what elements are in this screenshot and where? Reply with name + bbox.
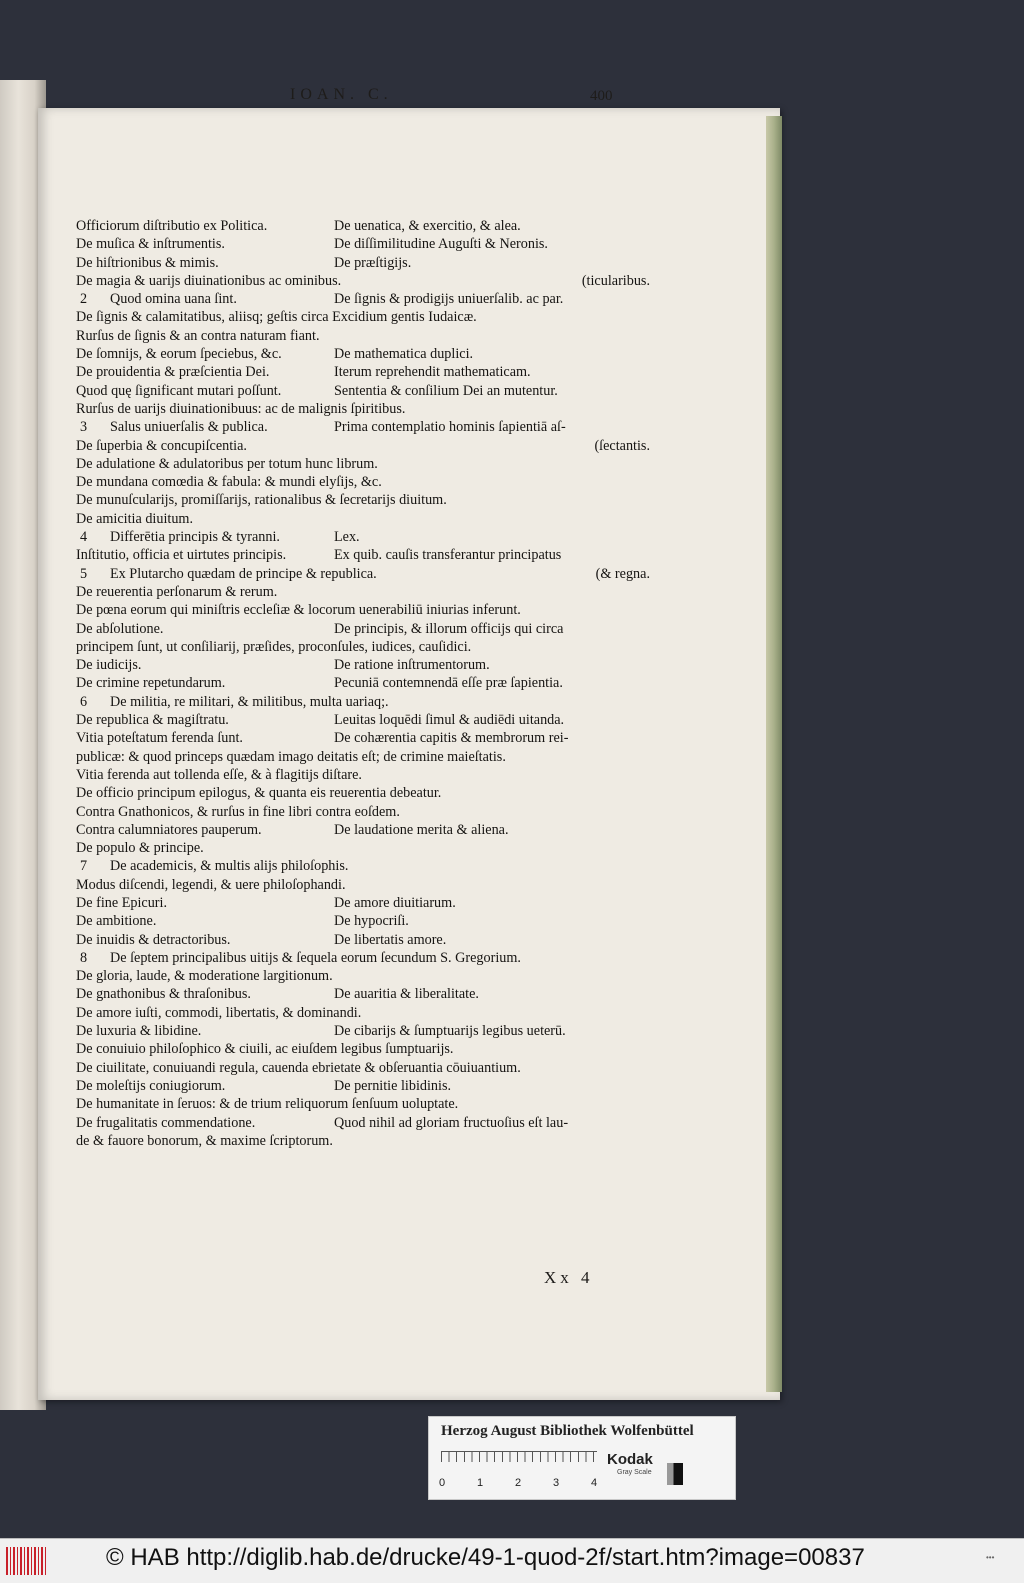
text-line (76, 1114, 636, 1132)
entry-right: De pernitie libidinis. (334, 1077, 452, 1094)
text-line (76, 528, 636, 546)
entry-left: Ex Plutarcho quædam de principe & republica. (110, 565, 377, 582)
page-header (38, 86, 778, 110)
entry-left: De prouidentia & præſcientia Dei. (76, 364, 270, 381)
text-line (76, 1077, 636, 1095)
line-continuation: (ticularibus. (581, 272, 650, 289)
text-line (76, 748, 636, 766)
text-line (76, 235, 636, 253)
entry-left: De amore iuſti, commodi, libertatis, & dominandi. (76, 1004, 362, 1021)
gray-scale-label: Gray Scale (617, 1469, 652, 1476)
reference-card (428, 1416, 736, 1500)
entry-left: Quod quę ſignificant mutari poſſunt. (76, 382, 282, 399)
entry-left: De luxuria & libidine. (76, 1023, 202, 1040)
entry-left: De gnathonibus & thraſonibus. (76, 986, 251, 1003)
book-page (38, 108, 780, 1400)
entry-right: De cohærentia capitis & membrorum rei- (334, 730, 569, 747)
entry-right: De præſtigijs. (334, 254, 412, 271)
ruler-number: 4 (591, 1477, 598, 1489)
text-line (76, 766, 636, 784)
ruler-number: 0 (439, 1477, 446, 1489)
text-line (76, 217, 636, 235)
text-line (76, 1040, 636, 1058)
entry-left: Salus uniuerſalis & publica. (110, 419, 268, 436)
entry-right: De cibarijs & ſumptuarijs legibus ueterū. (334, 1023, 566, 1040)
text-line (76, 254, 636, 272)
text-line (76, 693, 636, 711)
entry-left: De inuidis & detractoribus. (76, 931, 231, 948)
section-number: 6 (80, 693, 88, 710)
entry-right: Ex quib. cauſis transferantur principatus (334, 547, 562, 564)
text-block (76, 217, 650, 1150)
entry-left: De adulatione & adulatoribus per totum hunc librum. (76, 455, 378, 472)
text-line (76, 894, 636, 912)
text-line (76, 1004, 636, 1022)
footer-mini-text: ••• (986, 1553, 995, 1562)
ruler-number: 3 (553, 1477, 560, 1489)
entry-left: Inſtitutio, officia et uirtutes principis. (76, 547, 287, 564)
section-number: 7 (80, 858, 88, 875)
entry-left: Contra Gnathonicos, & rurſus in fine libri contra eoſdem. (76, 803, 400, 820)
entry-left: De fine Epicuri. (76, 894, 167, 911)
entry-left: principem ſunt, ut conſiliarij, præſides, proconſules, iudices, cauſidici. (76, 638, 472, 655)
entry-left: De iudicijs. (76, 657, 142, 674)
entry-right: De mathematica duplici. (334, 346, 474, 363)
entry-left: De frugalitatis commendatione. (76, 1114, 256, 1131)
entry-right: De hypocriſi. (334, 913, 409, 930)
entry-left: Contra calumniatores pauperum. (76, 821, 262, 838)
text-line (76, 382, 636, 400)
text-line (76, 363, 636, 381)
entry-left: De hiſtrionibus & mimis. (76, 254, 219, 271)
entry-left: De crimine repetundarum. (76, 675, 226, 692)
section-number: 2 (80, 291, 88, 308)
text-line (76, 345, 636, 363)
text-line (76, 583, 636, 601)
text-line (76, 949, 636, 967)
entry-left: De pœna eorum qui miniſtris eccleſiæ & locorum uenerabiliū iniurias inferunt. (76, 602, 521, 619)
entry-left: Modus diſcendi, legendi, & uere philoſophandi. (76, 876, 346, 893)
text-line (76, 601, 636, 619)
entry-right: De ſignis & prodigijs uniuerſalib. ac par. (334, 291, 564, 308)
text-line (76, 510, 636, 528)
entry-right: Iterum reprehendit mathematicam. (334, 364, 531, 381)
gray-swatch (667, 1463, 683, 1485)
entry-left: De ſuperbia & concupiſcentia. (76, 437, 247, 454)
entry-left: De conuiuio philoſophico & ciuili, ac eiuſdem legibus ſumptuarijs. (76, 1041, 454, 1058)
entry-left: De populo & principe. (76, 840, 204, 857)
entry-left: De gloria, laude, & moderatione largitionum. (76, 968, 333, 985)
entry-left: De ſomnijs, & eorum ſpeciebus, &c. (76, 346, 282, 363)
text-line (76, 729, 636, 747)
footer-bar (0, 1538, 1024, 1583)
text-line (76, 437, 650, 455)
entry-right: De libertatis amore. (334, 931, 447, 948)
text-line (76, 418, 636, 436)
text-line (76, 967, 636, 985)
text-line (76, 803, 636, 821)
text-line (76, 491, 636, 509)
entry-left: De amicitia diuitum. (76, 510, 194, 527)
text-line (76, 1059, 636, 1077)
text-line (76, 656, 636, 674)
page-fore-edge (766, 116, 782, 1392)
text-line (76, 1095, 636, 1113)
entry-left: De muſica & inſtrumentis. (76, 236, 225, 253)
entry-left: Vitia poteſtatum ferenda ſunt. (76, 730, 243, 747)
entry-right: Lex. (334, 529, 360, 546)
line-continuation: (& regna. (595, 565, 650, 582)
ruler-number: 1 (477, 1477, 484, 1489)
text-line (76, 784, 636, 802)
running-head: IOAN. C. (290, 86, 393, 103)
text-line (76, 821, 636, 839)
entry-left: De ambitione. (76, 913, 157, 930)
section-number: 5 (80, 565, 88, 582)
text-line (76, 290, 636, 308)
entry-left: De ſeptem principalibus uitijs & ſequela eorum ſecundum S. Gregorium. (110, 949, 521, 966)
entry-left: Differētia principis & tyranni. (110, 529, 280, 546)
entry-left: De reuerentia perſonarum & rerum. (76, 583, 278, 600)
ruler-scale (441, 1451, 597, 1476)
text-line (76, 931, 636, 949)
entry-right: De diſſimilitudine Auguſti & Neronis. (334, 236, 548, 253)
entry-right: Leuitas loquēdi ſimul & audiēdi uitanda. (334, 712, 565, 729)
text-line (76, 272, 650, 290)
entry-right: Prima contemplatio hominis ſapientiā aſ- (334, 419, 566, 436)
text-line (76, 857, 636, 875)
library-name: Herzog August Bibliothek Wolfenbüttel (441, 1423, 694, 1439)
hab-barcode-icon[interactable] (6, 1547, 48, 1575)
text-line (76, 565, 650, 583)
text-line (76, 711, 636, 729)
entry-left: De magia & uarijs diuinationibus ac ominibus. (76, 272, 342, 289)
text-line (76, 912, 636, 930)
entry-left: publicæ: & quod princeps quædam imago deitatis eſt; de crimine maieſtatis. (76, 748, 506, 765)
entry-left: De ciuilitate, conuiuandi regula, cauenda ebrietate & obſeruantia cōuiuantium. (76, 1059, 521, 1076)
text-line (76, 839, 636, 857)
ruler-number: 2 (515, 1477, 522, 1489)
line-continuation: (ſectantis. (594, 437, 650, 454)
text-line (76, 327, 636, 345)
text-line (76, 620, 636, 638)
signature-mark: Xx 4 (544, 1268, 594, 1287)
entry-left: De militia, re militari, & militibus, multa uariaq;. (110, 693, 389, 710)
entry-left: Rurſus de ſignis & an contra naturam fiant. (76, 327, 320, 344)
entry-left: De mundana comœdia & fabula: & mundi elyſijs, &c. (76, 474, 382, 491)
entry-right: De ratione inſtrumentorum. (334, 657, 490, 674)
text-line (76, 1132, 636, 1150)
entry-right: De laudatione merita & aliena. (334, 821, 509, 838)
text-line (76, 674, 636, 692)
entry-right: De principis, & illorum officijs qui circa (334, 620, 564, 637)
text-line (76, 1022, 636, 1040)
entry-left: De abſolutione. (76, 620, 164, 637)
section-number: 3 (80, 419, 88, 436)
entry-left: De munuſcularijs, promiſſarijs, rationalibus & ſecretarijs diuitum. (76, 492, 447, 509)
text-line (76, 546, 636, 564)
text-line (76, 473, 636, 491)
entry-left: De ſignis & calamitatibus, aliisq; geſtis circa Excidium gentis Iudaicæ. (76, 309, 477, 326)
text-line (76, 308, 636, 326)
entry-right: De uenatica, & exercitio, & alea. (334, 218, 521, 234)
entry-left: De republica & magiſtratu. (76, 712, 229, 729)
entry-left: Officiorum diſtributio ex Politica. (76, 218, 268, 234)
text-line (76, 400, 636, 418)
section-number: 8 (80, 949, 88, 966)
kodak-logo: Kodak (607, 1451, 653, 1468)
entry-left: De moleſtijs coniugiorum. (76, 1077, 226, 1094)
entry-right: De auaritia & liberalitate. (334, 986, 479, 1003)
entry-left: de & fauore bonorum, & maxime ſcriptorum. (76, 1132, 333, 1149)
entry-right: De amore diuitiarum. (334, 894, 456, 911)
section-number: 4 (80, 529, 88, 546)
entry-left: De humanitate in ſeruos: & de trium reliquorum ſenſuum uoluptate. (76, 1096, 459, 1113)
copyright-link[interactable]: © HAB http://diglib.hab.de/drucke/49-1-quod-2f/start.htm?image=00837 (106, 1544, 865, 1571)
entry-right: Pecuniā contemnendā eſſe præ ſapientia. (334, 675, 563, 692)
entry-left: Vitia ferenda aut tollenda eſſe, & à flagitijs diſtare. (76, 766, 362, 783)
text-line (76, 876, 636, 894)
entry-right: Quod nihil ad gloriam fructuoſius eſt lau- (334, 1114, 569, 1131)
text-line (76, 985, 636, 1003)
folio-number: 400 (590, 88, 613, 104)
text-line (76, 638, 636, 656)
entry-left: De officio principum epilogus, & quanta eis reuerentia debeatur. (76, 785, 442, 802)
text-line (76, 455, 636, 473)
entry-left: Rurſus de uarijs diuinationibuus: ac de malignis ſpiritibus. (76, 400, 406, 417)
entry-left: Quod omina uana ſint. (110, 291, 237, 308)
entry-left: De academicis, & multis alijs philoſophis. (110, 858, 349, 875)
entry-right: Sententia & conſilium Dei an mutentur. (334, 382, 558, 399)
